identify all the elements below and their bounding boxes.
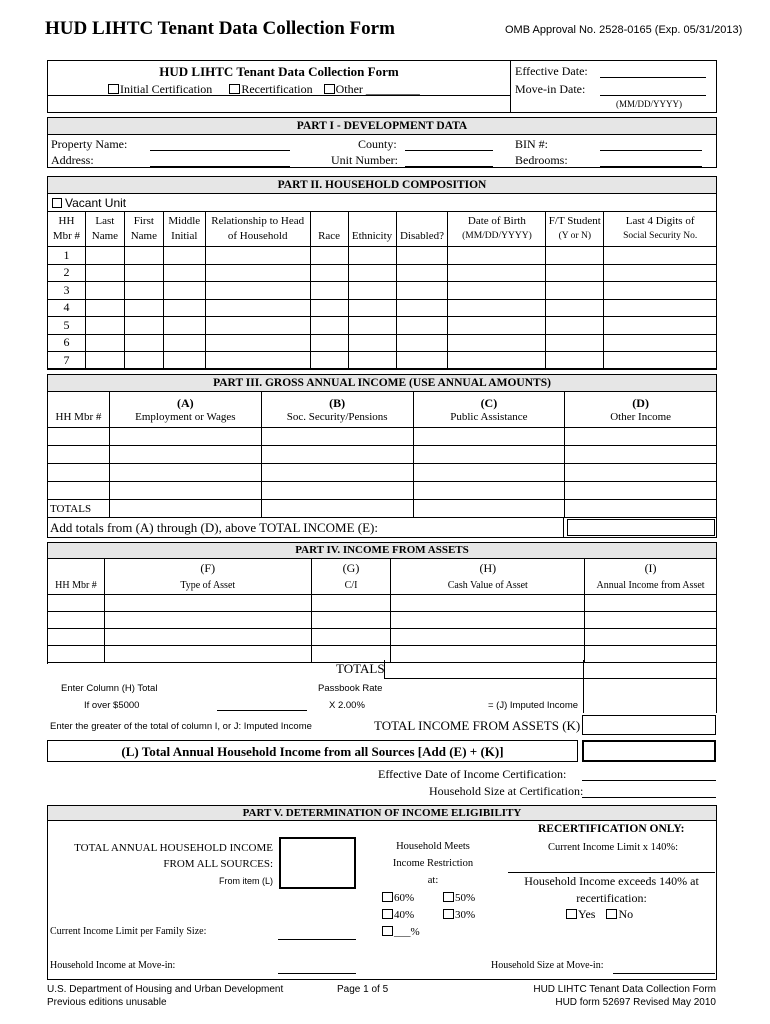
table-cell[interactable] [396,317,448,335]
table-cell[interactable] [546,282,604,300]
pct-other-option[interactable]: ___% [382,926,420,938]
passbook-rate: X 2.00% [329,700,365,711]
total-l-label: (L) Total Annual Household Income from all Sources [Add (E) + (K)] [121,744,504,759]
pct-30-option[interactable]: 30% [443,909,475,921]
table-cell[interactable] [396,247,448,265]
row-number: 4 [48,299,86,317]
table-cell[interactable] [163,317,205,335]
hh-size-cert-label: Household Size at Certification: [429,784,584,798]
table-cell[interactable] [205,317,310,335]
table-cell[interactable] [205,282,310,300]
part-4-title: PART IV. INCOME FROM ASSETS [48,543,716,559]
no-label: No [618,907,634,921]
passbook-label: Passbook Rate [318,683,383,694]
table-cell[interactable] [546,334,604,352]
table-cell[interactable] [163,264,205,282]
effective-date-field[interactable] [600,77,706,78]
unit-number-field[interactable] [405,166,493,167]
total-annual-income-field[interactable] [279,837,356,889]
table-row[interactable] [48,299,717,317]
table-row[interactable] [48,334,717,352]
imputed-income-field[interactable] [583,679,717,713]
form-title: HUD LIHTC Tenant Data Collection Form [159,64,399,79]
property-name-field[interactable] [150,150,290,151]
table-cell[interactable] [163,299,205,317]
table-cell[interactable] [205,264,310,282]
table-cell[interactable] [85,247,124,265]
part-1-title: PART I - DEVELOPMENT DATA [48,118,716,135]
from-item-l: From item (L) [219,876,273,886]
hh-col-header: Disabled? [396,212,448,247]
column-h-total-field[interactable] [217,710,307,711]
assets-totals-label: TOTALS [336,661,385,676]
household-table-header [48,212,717,247]
hh-mbr-header: HH Mbr # [48,392,110,428]
table-row[interactable] [48,612,717,629]
table-cell[interactable] [604,317,717,335]
total-assets-label: TOTAL INCOME FROM ASSETS (K) [374,718,581,733]
hh-col-header: Last 4 Digits of Social Security No. [604,212,717,247]
pct-50-option[interactable]: 50% [443,892,475,904]
county-field[interactable] [405,150,493,151]
pct-other-checkbox[interactable] [382,926,393,936]
table-cell[interactable] [448,334,546,352]
table-row[interactable] [48,482,717,500]
hh-col-header: Relationship to Head of Household [205,212,310,247]
table-cell[interactable] [604,352,717,370]
table-cell[interactable] [163,352,205,370]
hh-col-header: HH Mbr # [48,212,86,247]
add-totals-label: Add totals from (A) through (D), above TOTAL INCOME (E): [50,520,378,535]
current-limit-140-label: Current Income Limit x 140%: [547,842,679,853]
meets-label-1: Household Meets [396,841,470,852]
omb-approval: OMB Approval No. 2528-0165 (Exp. 05/31/2013) [505,24,743,36]
table-cell[interactable] [546,247,604,265]
meets-label-3: at: [427,875,439,886]
bedrooms-field[interactable] [600,166,702,167]
footer-form-name: HUD LIHTC Tenant Data Collection Form [533,984,716,995]
vacant-unit [52,196,126,210]
table-cell[interactable] [310,334,348,352]
table-cell[interactable] [124,317,163,335]
row-number: 3 [48,282,86,300]
table-cell[interactable] [604,264,717,282]
income-table-header [48,392,717,428]
col-c-header: (C) Public Assistance [413,392,565,428]
hh-income-movein-field[interactable] [278,973,356,974]
certification-type [108,82,420,97]
table-cell[interactable] [124,282,163,300]
pct-30-checkbox[interactable] [443,909,454,919]
col-b-header: (B) Soc. Security/Pensions [261,392,413,428]
if-over-label: If over $5000 [84,700,140,711]
pct-40-option[interactable]: 40% [382,909,414,921]
table-cell[interactable] [310,299,348,317]
meets-label-2: Income Restriction [392,858,474,869]
table-cell[interactable] [205,334,310,352]
hh-size-movein-field[interactable] [613,973,715,974]
hh-col-header: Date of Birth (MM/DD/YYYY) [448,212,546,247]
recert-only-label: RECERTIFICATION ONLY: [538,823,685,835]
hh-col-header: Middle Initial [163,212,205,247]
table-cell[interactable] [546,352,604,370]
bin-field[interactable] [600,150,702,151]
table-cell[interactable] [310,317,348,335]
current-limit-family-field[interactable] [278,939,356,940]
hh-col-header: First Name [124,212,163,247]
table-row[interactable] [48,282,717,300]
property-name-label: Property Name: [51,137,128,151]
pct-50-checkbox[interactable] [443,892,454,902]
household-table [47,211,717,370]
hh-size-movein-label: Household Size at Move-in: [491,960,604,971]
total-annual-label-2: FROM ALL SOURCES: [163,858,273,870]
footer-dept: U.S. Department of Housing and Urban Development [47,984,284,995]
table-cell[interactable] [124,352,163,370]
total-l-box [47,740,578,762]
table-cell[interactable] [310,247,348,265]
col-d-header: (D) Other Income [565,392,717,428]
certification-box [47,60,717,113]
row-number: 1 [48,247,86,265]
table-cell[interactable] [396,299,448,317]
row-number: 6 [48,334,86,352]
exceeds-options [566,907,633,922]
totals-label: TOTALS [48,500,110,518]
table-row[interactable] [48,446,717,464]
bin-label: BIN #: [515,137,548,151]
footer-form-no: HUD form 52697 Revised May 2010 [555,997,716,1008]
table-cell[interactable] [85,264,124,282]
move-in-date-field[interactable] [600,95,706,96]
part-3-title: PART III. GROSS ANNUAL INCOME (USE ANNUAL AMOUNTS) [48,375,716,392]
table-cell[interactable] [85,317,124,335]
recert-checkbox[interactable] [229,84,240,94]
hh-income-movein-label: Household Income at Move-in: [50,960,176,971]
table-row[interactable] [48,247,717,265]
yes-checkbox[interactable] [566,909,577,919]
table-cell[interactable] [604,282,717,300]
assets-letter-row: (F) (G) (H) (I) [48,559,717,578]
pct-60-checkbox[interactable] [382,892,393,902]
current-limit-family-label: Current Income Limit per Family Size: [50,926,207,937]
part-5-section [47,805,717,980]
no-checkbox[interactable] [606,909,617,919]
income-table [47,391,717,518]
table-cell[interactable] [310,264,348,282]
table-cell[interactable] [396,352,448,370]
table-cell[interactable] [396,334,448,352]
total-assets-k-field[interactable] [582,715,716,735]
address-label: Address: [51,153,94,167]
table-cell[interactable] [448,317,546,335]
table-cell[interactable] [448,282,546,300]
table-cell[interactable] [124,299,163,317]
vacant-unit-checkbox[interactable] [52,198,62,208]
move-in-date-label: Move-in Date: [515,82,586,96]
table-cell[interactable] [546,299,604,317]
hh-col-header: Ethnicity [348,212,396,247]
address-field[interactable] [150,166,290,167]
table-cell[interactable] [396,264,448,282]
table-row[interactable] [48,464,717,482]
eff-date-cert-label: Effective Date of Income Certification: [378,767,567,781]
hh-col-header: Race [310,212,348,247]
table-cell[interactable] [348,317,396,335]
date-format-hint: (MM/DD/YYYY) [616,99,682,109]
table-cell[interactable] [348,247,396,265]
table-cell[interactable] [85,299,124,317]
effective-date-label: Effective Date: [515,64,588,78]
table-row[interactable] [48,629,717,646]
table-row[interactable] [48,428,717,446]
table-cell[interactable] [163,334,205,352]
table-cell[interactable] [448,247,546,265]
total-income-e-field[interactable] [567,519,715,536]
row-number: 7 [48,352,86,370]
pct-40-checkbox[interactable] [382,909,393,919]
table-cell[interactable] [604,334,717,352]
table-cell[interactable] [448,264,546,282]
county-label: County: [358,137,397,151]
table-cell[interactable] [348,264,396,282]
table-cell[interactable] [205,352,310,370]
table-row[interactable] [48,317,717,335]
part-1-section [47,117,717,168]
page-title: HUD LIHTC Tenant Data Collection Form [45,18,395,39]
col-a-header: (A) Employment or Wages [109,392,261,428]
table-cell[interactable] [205,247,310,265]
table-cell[interactable] [448,352,546,370]
exceeds-label-1: Household Income exceeds 140% at [524,874,699,888]
recert-label: Recertification [241,82,313,96]
table-row[interactable] [48,264,717,282]
other-checkbox[interactable] [324,84,335,94]
pct-60-option[interactable]: 60% [382,892,414,904]
total-annual-label-1: TOTAL ANNUAL HOUSEHOLD INCOME [74,842,273,854]
hh-size-cert-field[interactable] [582,797,716,798]
table-cell[interactable] [85,282,124,300]
part-2-title: PART II. HOUSEHOLD COMPOSITION [48,177,716,194]
hh-col-header: F/T Student (Y or N) [546,212,604,247]
other-label: Other _________ [335,82,420,96]
table-cell[interactable] [448,299,546,317]
table-cell[interactable] [348,352,396,370]
table-row[interactable] [48,352,717,370]
table-cell[interactable] [348,334,396,352]
hh-col-header: Last Name [85,212,124,247]
imputed-label: = (J) Imputed Income [488,700,579,711]
table-cell[interactable] [163,247,205,265]
totals-row[interactable] [48,500,717,518]
assets-table [47,558,717,663]
table-cell[interactable] [85,334,124,352]
total-l-field[interactable] [582,740,716,762]
table-cell[interactable] [85,352,124,370]
bedrooms-label: Bedrooms: [515,153,568,167]
assets-totals-row[interactable] [384,660,717,679]
table-cell[interactable] [163,282,205,300]
row-number: 5 [48,317,86,335]
unit-number-label: Unit Number: [331,153,398,167]
table-cell[interactable] [310,282,348,300]
footer-page: Page 1 of 5 [337,984,389,995]
assets-label-row: HH Mbr # Type of Asset C/I Cash Value of Asset Annual Income from Asset [48,578,717,595]
table-cell[interactable] [604,299,717,317]
table-cell[interactable] [124,247,163,265]
hh-mbr-header: HH Mbr # [48,578,105,595]
table-cell[interactable] [205,299,310,317]
yes-label: Yes [578,907,596,921]
table-row[interactable] [48,595,717,612]
table-cell[interactable] [348,282,396,300]
vacant-unit-label: Vacant Unit [65,196,127,210]
enter-h-label: Enter Column (H) Total [61,683,158,694]
row-number: 2 [48,264,86,282]
part-5-title: PART V. DETERMINATION OF INCOME ELIGIBILITY [48,806,716,821]
footer-prev: Previous editions unusable [47,997,167,1008]
table-cell[interactable] [310,352,348,370]
table-cell[interactable] [604,247,717,265]
table-cell[interactable] [124,334,163,352]
table-cell[interactable] [348,299,396,317]
table-cell[interactable] [124,264,163,282]
enter-greater-label: Enter the greater of the total of column I, or J: Imputed Income [50,721,312,732]
table-cell[interactable] [396,282,448,300]
current-limit-140-field[interactable] [508,872,715,873]
exceeds-label-2: recertification: [576,891,647,905]
initial-cert-checkbox[interactable] [108,84,119,94]
table-cell[interactable] [546,264,604,282]
table-cell[interactable] [546,317,604,335]
eff-date-cert-field[interactable] [582,780,716,781]
initial-cert-label: Initial Certification [120,82,213,96]
